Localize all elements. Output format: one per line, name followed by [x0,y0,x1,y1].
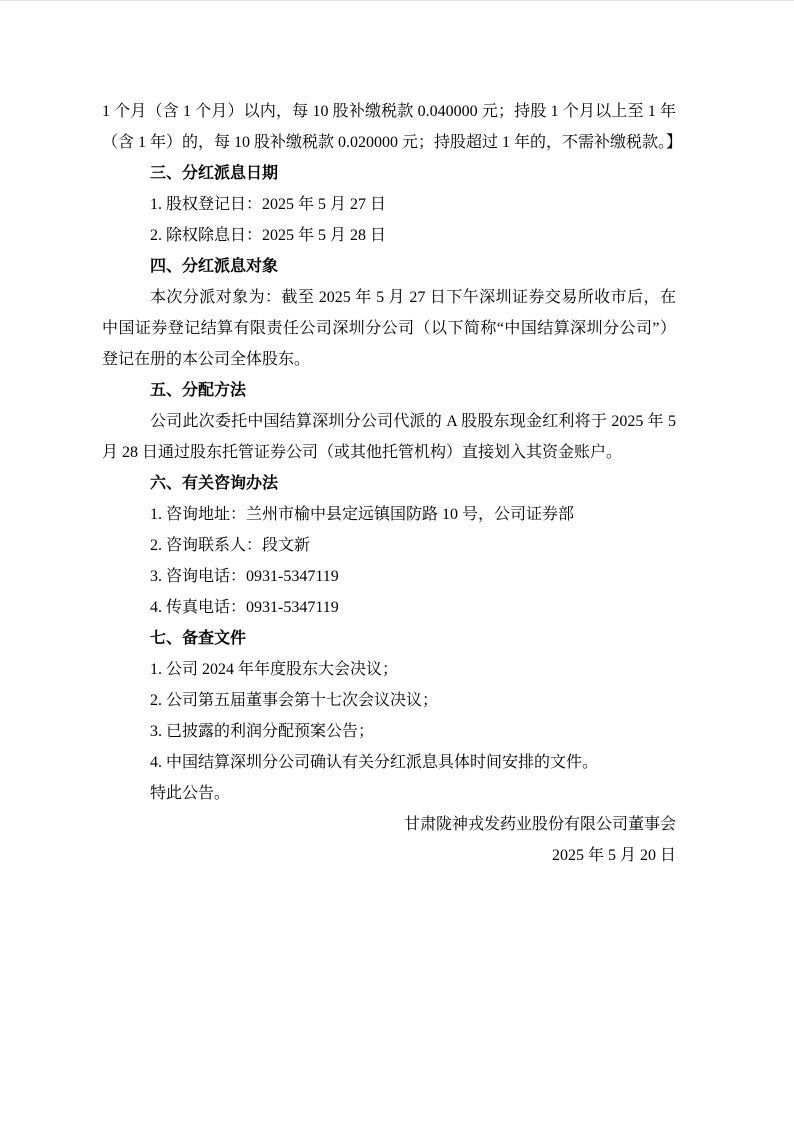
reference-document-2: 2. 公司第五届董事会第十七次会议决议； [150,692,439,709]
page-top-edge-line [0,0,794,1]
signature-date: 2025 年 5 月 20 日 [551,847,676,864]
dividend-targets-paragraph: 本次分派对象为：截至 2025 年 5 月 27 日下午深圳证券交易所收市后，在中国证券登记结算有限责任公司深圳分公司（以下简称“中国结算深圳分公司”）登记在册的本公司全体股东。 [102,289,676,368]
closing-announcement-line: 特此公告。 [150,785,231,802]
announcement-body [102,96,683,871]
section-heading-reference-documents: 七、备查文件 [150,630,247,647]
consultation-phone-line: 3. 咨询电话：0931-5347119 [150,568,339,585]
signature-company-board: 甘肃陇神戎发药业股份有限公司董事会 [403,816,676,833]
reference-document-4: 4. 中国结算深圳分公司确认有关分红派息具体时间安排的文件。 [150,754,599,771]
section-heading-dividend-targets: 四、分红派息对象 [150,258,279,275]
reference-document-3: 3. 已披露的利润分配预案公告； [150,723,375,740]
section-heading-consultation: 六、有关咨询办法 [150,475,279,492]
tax-note-continuation-paragraph: 1 个月（含 1 个月）以内，每 10 股补缴税款 0.040000 元；持股 1 个月以上至 1 年（含 1 年）的，每 10 股补缴税款 0.020000 元；持股超过 1 年的，不需补缴税款。】 [102,103,683,151]
distribution-method-paragraph: 公司此次委托中国结算深圳分公司代派的 A 股股东现金红利将于 2025 年 5 月 28 日通过股东托管证券公司（或其他托管机构）直接划入其资金账户。 [102,413,676,461]
section-heading-dividend-dates: 三、分红派息日期 [150,165,279,182]
ex-dividend-date-line: 2. 除权除息日：2025 年 5 月 28 日 [150,227,387,244]
reference-document-1: 1. 公司 2024 年年度股东大会决议； [150,661,399,678]
record-date-line: 1. 股权登记日：2025 年 5 月 27 日 [150,196,387,213]
fax-phone-line: 4. 传真电话：0931-5347119 [150,599,339,616]
section-heading-distribution-method: 五、分配方法 [150,382,247,399]
consultation-address-line: 1. 咨询地址：兰州市榆中县定远镇国防路 10 号，公司证券部 [150,506,575,523]
consultation-contact-line: 2. 咨询联系人：段文新 [150,537,311,554]
